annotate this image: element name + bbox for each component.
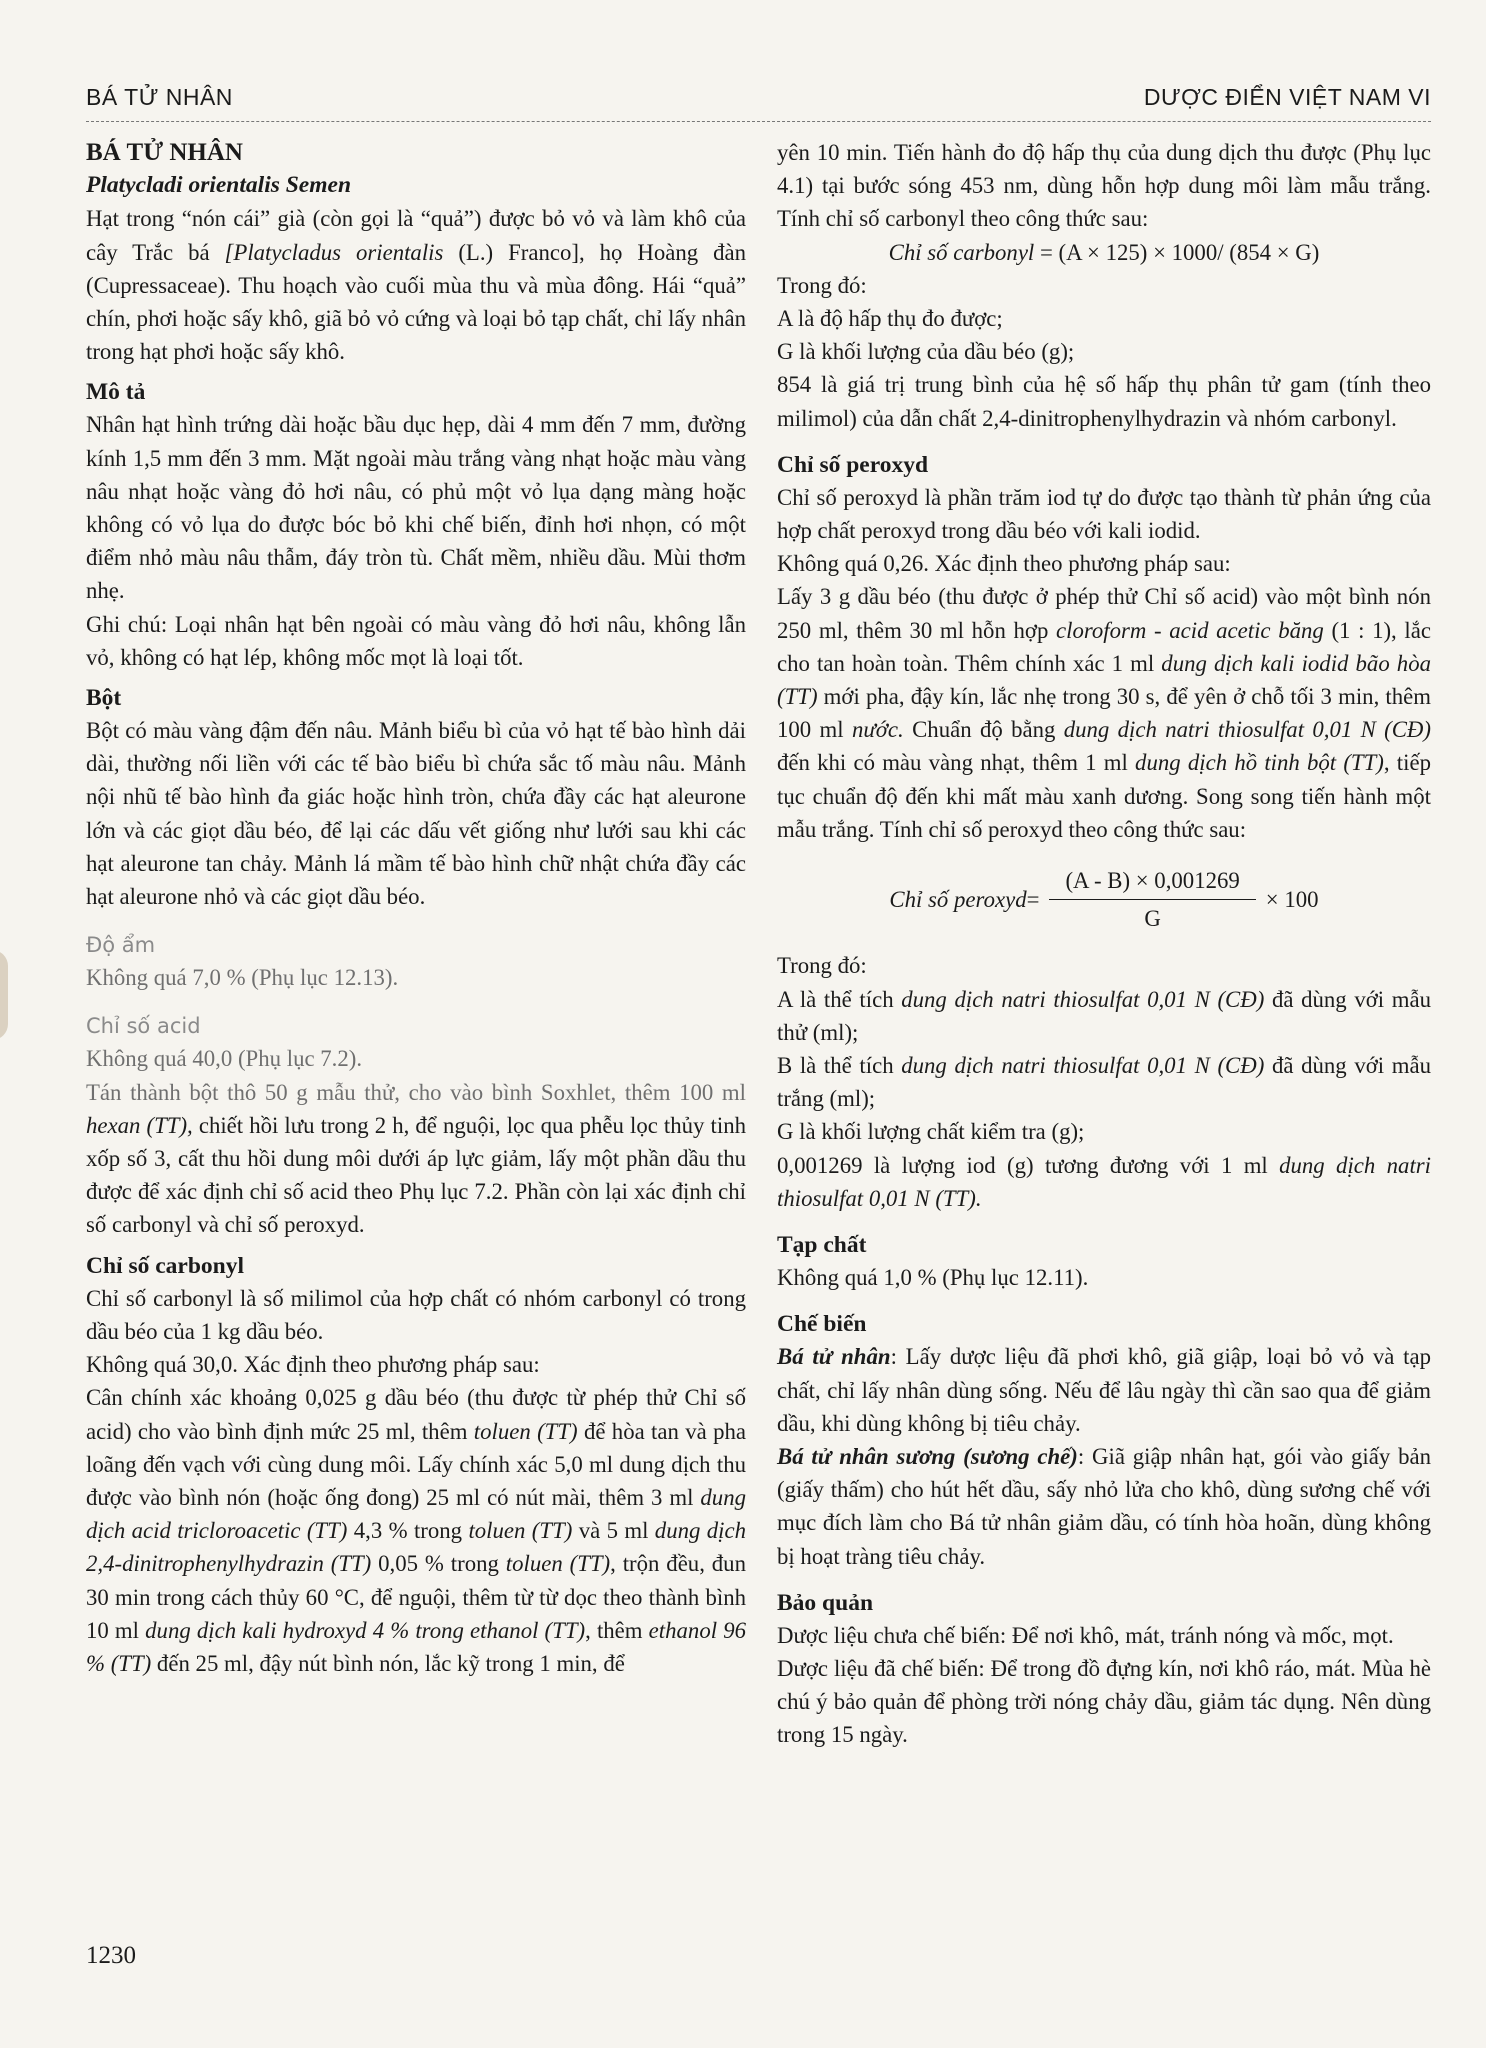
peroxyd-where: Trong đó: (777, 953, 867, 979)
peroxyd-text-e: mới pha, đậy kín, lắc nhẹ trong 30 s, để yên ở chỗ tối 3 min, thêm 100 ml (777, 684, 1431, 743)
heading-mo-ta: Mô tả (86, 379, 146, 406)
peroxyd-formula-eq: = (1026, 887, 1040, 913)
acid-method-text-cont: chiết hồi lưu trong 2 h, để nguội, lọc qua phễu lọc thủy tinh xốp số 3, cất thu hồi dung môi dưới áp lực giảm, lấy một phần dầu thu được để xác định chỉ số acid theo Phụ lục 7.2. Phần còn lại xác định chỉ số carbonyl và chỉ số peroxyd. (86, 1112, 746, 1238)
header-left: BÁ TỬ NHÂN (86, 84, 233, 110)
where-a-text: A là thể tích (777, 986, 902, 1012)
fraction-denominator: G (1144, 906, 1161, 932)
reagent-natri-thiosulfat: dung dịch natri thiosulfat 0,01 N (CĐ) (1063, 717, 1431, 743)
carbonyl-text-o: đến 25 ml, đậy nút bình nón, lắc kỹ trong 1 min, để (151, 1650, 625, 1676)
peroxyd-where-g: G là khối lượng chất kiểm tra (g); (777, 1119, 1085, 1145)
reagent-toluen: toluen (TT) (468, 1518, 573, 1544)
carbonyl-limit: Không quá 30,0. Xác định theo phương pháp sau: (86, 1352, 540, 1378)
reagent-hexan: hexan (TT), (86, 1112, 193, 1138)
peroxyd-formula-label: Chỉ số peroxyd (889, 887, 1027, 913)
carbonyl-text-c: để hòa tan và pha loãng đến vạch với cùng dung môi. Lấy chính xác 5,0 ml dung dịch thu được vào bình nón (hoặc ống đong) 25 ml có nút mài, thêm 3 ml (86, 1418, 746, 1510)
carbonyl-formula-expr: = (A × 125) × 1000/ (854 × G) (1034, 239, 1320, 265)
che-bien-item-2 (777, 1440, 1431, 1573)
do-am-paragraph: Không quá 7,0 % (Phụ lục 12.13). (86, 965, 399, 991)
peroxyd-text-g: Chuẩn độ bằng (903, 717, 1064, 743)
carbonyl-formula-label: Chỉ số carbonyl (888, 239, 1035, 265)
heading-bot: Bột (86, 685, 122, 712)
page-number: 1230 (86, 1942, 136, 1969)
intro-text: Hạt trong “nón cái” già (còn gọi là “quả”) được bỏ vỏ và làm khô của cây Trắc bá (86, 206, 746, 265)
peroxyd-method (777, 580, 1431, 846)
peroxyd-text-k: , tiếp tục chuẩn độ đến khi mất màu xanh dương. Song song tiến hành một mẫu trắng. Tính chỉ số peroxyd theo công thức sau: (777, 750, 1431, 842)
species-name: [Platycladus orientalis (224, 239, 444, 265)
where-a-text-cont: đã dùng với mẫu thử (ml); (777, 986, 1431, 1045)
where-b-text: B là thể tích (777, 1053, 902, 1079)
heading-chi-so-acid: Chỉ số acid (86, 1014, 201, 1039)
peroxyd-where-iod (777, 1149, 1431, 1215)
che-bien-label-2: Bá tử nhân sương (sương chế) (777, 1443, 1078, 1469)
where-iod-text: 0,001269 là lượng iod (g) tương đương với 1 ml (777, 1152, 1280, 1178)
acid-method-text: Tán thành bột thô 50 g mẫu thử, cho vào bình Soxhlet, thêm 100 ml (86, 1079, 746, 1105)
che-bien-text-1: : Lấy dược liệu đã phơi khô, giã giập, loại bỏ vỏ và tạp chất, chỉ lấy nhân dùng sống. Nếu để lâu ngày thì cần sao qua để giảm dầu, khi dùng không bị tiêu chảy. (777, 1344, 1431, 1436)
heading-che-bien: Chế biến (777, 1311, 867, 1338)
header-rule (86, 121, 1431, 122)
carbonyl-text-i: 0,05 % trong (371, 1551, 506, 1577)
reagent-natri-thiosulfat: dung dịch natri thiosulfat 0,01 N (CĐ) (901, 1053, 1265, 1079)
peroxyd-limit: Không quá 0,26. Xác định theo phương pháp sau: (777, 551, 1231, 577)
reagent-ethanol: ethanol 96 % (TT) (86, 1617, 746, 1676)
bao-quan-raw: Dược liệu chưa chế biến: Để nơi khô, mát, tránh nóng và mốc, mọt. (777, 1622, 1394, 1648)
heading-chi-so-carbonyl: Chỉ số carbonyl (86, 1252, 244, 1279)
heading-tap-chat: Tạp chất (777, 1232, 867, 1259)
tap-chat-paragraph: Không quá 1,0 % (Phụ lục 12.11). (777, 1265, 1089, 1291)
reagent-cloroform-acid: cloroform - acid acetic băng (1056, 617, 1324, 643)
peroxyd-where-b (777, 1049, 1431, 1115)
peroxyd-where-a (777, 983, 1431, 1049)
carbonyl-formula (777, 236, 1431, 269)
peroxyd-definition: Chỉ số peroxyd là phần trăm iod tự do được tạo thành từ phản ứng của hợp chất peroxyd trong dầu béo với kali iodid. (777, 484, 1431, 544)
mo-ta-note: Ghi chú: Loại nhân hạt bên ngoài có màu vàng đỏ hơi nâu, không lẫn vỏ, không có hạt lép, không mốc mọt là loại tốt. (86, 611, 746, 670)
reagent-kali-iodid: dung dịch kali iodid bão hòa (TT) (777, 650, 1431, 710)
bao-quan-processed: Dược liệu đã chế biến: Để trong đồ đựng kín, nơi khô ráo, mát. Mùa hè chú ý bảo quản để phòng trời nóng chảy dầu, giảm tác dụng. Nên dùng trong 15 ngày. (777, 1655, 1431, 1748)
intro-text-cont: (L.) Franco], họ Hoàng đàn (Cupressaceae). Thu hoạch vào cuối mùa thu và mùa đông. Hái “quả” chín, phơi hoặc sấy khô, giã bỏ vỏ cứng và loại bỏ tạp chất, chỉ lấy nhân trong hạt phơi hoặc sấy khô. (86, 239, 746, 365)
carbonyl-text-m: , thêm (585, 1617, 649, 1643)
carbonyl-where-854: 854 là giá trị trung bình của hệ số hấp thụ phân tử gam (tính theo milimol) của dẫn chất 2,4-dinitrophenylhydrazin và nhóm carbonyl. (777, 372, 1431, 431)
che-bien-text-2: : Giã giập nhân hạt, gói vào giấy bản (giấy thấm) cho hút hết dầu, sấy nhỏ lửa cho khô, dùng sương chế với mục đích làm cho Bá tử nhân giảm dầu, có tính hòa hoãn, dùng không bị hoạt tràng tiêu chảy. (777, 1443, 1431, 1569)
reagent-tricloroacetic: dung dịch acid tricloroacetic (TT) (86, 1484, 746, 1544)
peroxyd-formula-multiplier: × 100 (1265, 887, 1319, 913)
reagent-toluen: toluen (TT) (505, 1551, 611, 1577)
reagent-koh-ethanol: dung dịch kali hydroxyd 4 % trong ethanol (TT) (145, 1617, 586, 1643)
mo-ta-paragraph: Nhân hạt hình trứng dài hoặc bầu dục hẹp, dài 4 mm đến 7 mm, đường kính 1,5 mm đến 3 mm. Mặt ngoài màu trắng vàng nhạt hoặc màu vàng nâu nhạt hoặc vàng đỏ hơi nâu, có phủ một vỏ lụa dạng màng hoặc không có vỏ lụa do được bóc bỏ khi chế biến, đỉnh hơi nhọn, có một điểm nhỏ màu nâu thẫm, đáy tròn tù. Chất mềm, nhiều dầu. Mùi thơm nhẹ. (86, 412, 746, 604)
carbonyl-method (86, 1381, 746, 1680)
bot-paragraph: Bột có màu vàng đậm đến nâu. Mảnh biểu bì của vỏ hạt tế bào hình dải dài, thường nối liền với các tế bào biểu bì chứa sắc tố màu nâu. Mảnh nội nhũ tế bào hình đa giác hoặc hình tròn, chứa đầy các hạt aleurone lớn và các giọt dầu béo, để lại các dấu vết giống như lưới sau khi các hạt aleurone tan chảy. Mảnh lá mầm tế bào hình chữ nhật chứa đầy các hạt aleurone nhỏ và các giọt dầu béo. (86, 718, 746, 910)
intro-paragraph (86, 202, 746, 368)
carbonyl-definition: Chỉ số carbonyl là số milimol của hợp chất có nhóm carbonyl có trong dầu béo của 1 kg dầu béo. (86, 1285, 746, 1344)
page-edge-shadow (0, 950, 8, 1040)
header-right: DƯỢC ĐIỂN VIỆT NAM VI (1143, 84, 1431, 110)
carbonyl-text-a: Cân chính xác khoảng 0,025 g dầu béo (thu được từ phép thử Chỉ số acid) cho vào bình định mức 25 ml, thêm (86, 1385, 746, 1444)
carbonyl-where: Trong đó: (777, 272, 867, 298)
right-column (777, 136, 1431, 1752)
carbonyl-text-g: và 5 ml (572, 1518, 655, 1544)
chi-so-acid-limit: Không quá 40,0 (Phụ lục 7.2). (86, 1046, 363, 1072)
che-bien-label-1: Bá tử nhân (777, 1344, 891, 1370)
reagent-ho-tinh-bot: dung dịch hồ tinh bột (TT) (1135, 750, 1384, 776)
fraction-numerator: (A - B) × 0,001269 (1049, 864, 1255, 900)
heading-do-am: Độ ẩm (86, 933, 156, 958)
running-header (86, 84, 1431, 118)
carbonyl-where-g: G là khối lượng của dầu béo (g); (777, 339, 1075, 365)
left-column (86, 136, 746, 1680)
peroxyd-text-i: đến khi có màu vàng nhạt, thêm 1 ml (777, 750, 1136, 776)
chi-so-acid-method (86, 1076, 746, 1242)
carbonyl-text-k: , trộn đều, đun 30 min trong cách thủy 60 °C, để nguội, thêm từ từ dọc theo thành bình 10 ml (86, 1551, 746, 1643)
reagent-natri-thiosulfat: dung dịch natri thiosulfat 0,01 N (TT). (777, 1152, 1431, 1211)
che-bien-item-1 (777, 1340, 1431, 1440)
reagent-toluen: toluen (TT) (473, 1418, 578, 1444)
reagent-nuoc: nước. (851, 717, 904, 743)
peroxyd-text-a: Lấy 3 g dầu béo (thu được ở phép thử Chỉ số acid) vào một bình nón 250 ml, thêm 30 ml hỗn hợp (777, 584, 1431, 643)
peroxyd-fraction (1049, 864, 1255, 935)
reagent-natri-thiosulfat: dung dịch natri thiosulfat 0,01 N (CĐ) (901, 986, 1265, 1012)
carbonyl-text-e: 4,3 % trong (347, 1518, 469, 1544)
carbonyl-where-a: A là độ hấp thụ đo được; (777, 306, 1003, 332)
peroxyd-text-c: (1 : 1), lắc cho tan hoàn toàn. Thêm chính xác 1 ml (777, 617, 1431, 676)
carbonyl-method-cont (777, 136, 1431, 236)
reagent-dnph: dung dịch 2,4-dinitrophenylhydrazin (TT) (86, 1518, 747, 1577)
where-b-text-cont: đã dùng với mẫu trắng (ml); (777, 1053, 1431, 1112)
latin-name: Platycladi orientalis Semen (86, 172, 352, 199)
monograph-title: BÁ TỬ NHÂN (86, 139, 243, 166)
peroxyd-formula (777, 864, 1431, 935)
heading-bao-quan: Bảo quản (777, 1589, 874, 1616)
carbonyl-text-cont: yên 10 min. Tiến hành đo độ hấp thụ của dung dịch thu được (Phụ lục 4.1) tại bước sóng 453 nm, dùng hỗn hợp dung môi làm mẫu trắng. Tính chỉ số carbonyl theo công thức sau: (777, 140, 1431, 232)
heading-chi-so-peroxyd: Chỉ số peroxyd (777, 451, 929, 478)
